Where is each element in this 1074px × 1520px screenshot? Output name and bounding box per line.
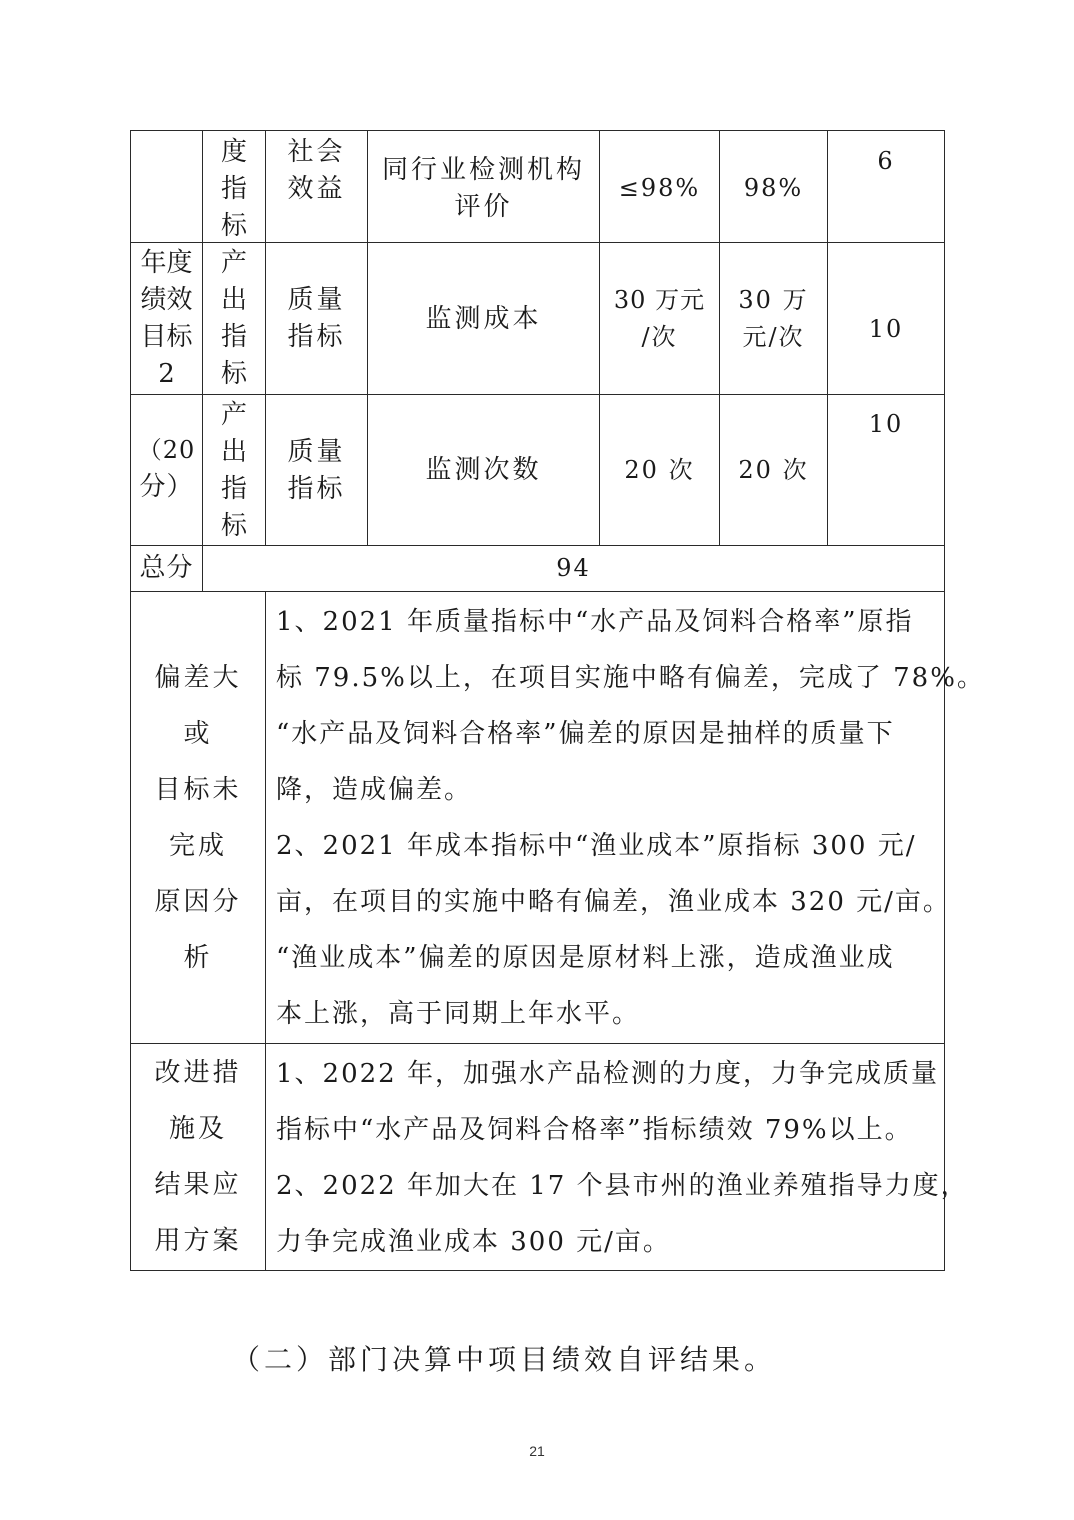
r2-c1-line-4: 2 [158,359,175,389]
r1-c4-line-1: 同行业检测机构 [381,155,585,185]
deviation-line-1: 1、2021 年质量指标中“水产品及饲料合格率”原指 [276,607,914,637]
r1-c5-value: ≤98% [618,174,701,202]
deviation-label-line-5: 原因分 [154,887,242,917]
deviation-line-7: “渔业成本”偏差的原因是原材料上涨，造成渔业成 [276,943,895,973]
r3-c2-line-4: 标 [220,511,247,541]
r1-c2-line-3: 标 [220,211,247,241]
improvement-label-line-1: 改进措 [154,1058,242,1088]
r2-c5-line-2: /次 [641,323,678,351]
deviation-label-line-4: 完成 [168,831,227,861]
r1-c2-line-1: 度 [220,137,247,167]
r3-c2-line-1: 产 [220,400,247,430]
deviation-line-3: “水产品及饲料合格率”偏差的原因是抽样的质量下 [276,719,895,749]
r3-c7-value: 10 [868,410,904,438]
r1-c4-line-2: 评价 [454,192,513,222]
r3-c1-line-2: 分） [139,472,194,502]
r2-c2-line-2: 出 [220,285,247,315]
improvement-line-2: 指标中“水产品及饲料合格率”指标绩效 79%以上。 [276,1115,913,1145]
r1-c6-value: 98% [743,174,804,202]
r3-c3-line-2: 指标 [287,474,346,504]
r2-c3-line-1: 质量 [287,285,346,315]
improvement-label-line-4: 用方案 [154,1226,242,1256]
total-label: 总分 [139,553,194,583]
cell-r1-c1 [130,130,203,243]
r3-c2-line-3: 指 [220,474,247,504]
improvement-label-line-2: 施及 [168,1114,227,1144]
improvement-line-1: 1、2022 年，加强水产品检测的力度，力争完成质量 [276,1059,939,1089]
page-number: 21 [529,1443,545,1459]
r3-c5-value: 20 次 [624,456,695,484]
deviation-label-line-1: 偏差大 [154,663,242,693]
r2-c6-line-1: 30 万 [738,286,809,314]
r2-c6-line-2: 元/次 [742,323,805,351]
deviation-label-line-6: 析 [183,943,213,973]
total-value: 94 [556,554,591,582]
r1-c3-line-1: 社会 [287,137,346,167]
r2-c1-line-1: 年度 [140,248,193,278]
r1-c2-line-2: 指 [220,174,247,204]
r2-c2-line-3: 指 [220,322,247,352]
section-heading: （二）部门决算中项目绩效自评结果。 [232,1343,777,1376]
r3-c4-value: 监测次数 [425,455,542,485]
r2-c1-line-3: 目标 [140,322,193,352]
deviation-line-4: 降，造成偏差。 [276,775,473,805]
deviation-label-line-2: 或 [183,719,213,749]
improvement-label-line-3: 结果应 [154,1170,242,1200]
r2-c3-line-2: 指标 [287,322,346,352]
improvement-line-4: 力争完成渔业成本 300 元/亩。 [276,1227,671,1257]
deviation-line-8: 本上涨，高于同期上年水平。 [276,999,641,1029]
r3-c2-line-2: 出 [220,437,247,467]
r3-c6-value: 20 次 [738,456,809,484]
r2-c5-line-1: 30 万元 [613,286,706,314]
r2-c7-value: 10 [868,315,904,343]
deviation-line-6: 亩，在项目的实施中略有偏差，渔业成本 320 元/亩。 [276,887,951,917]
r3-c1-line-1: （20 [137,436,196,464]
r3-c3-line-1: 质量 [287,437,346,467]
deviation-line-5: 2、2021 年成本指标中“渔业成本”原指标 300 元/ [276,831,917,861]
r2-c4-value: 监测成本 [425,304,542,334]
r2-c2-line-4: 标 [220,359,247,389]
r1-c7-value: 6 [877,147,895,175]
r1-c3-line-2: 效益 [287,174,346,204]
r2-c1-line-2: 绩效 [140,285,193,315]
r2-c2-line-1: 产 [220,248,247,278]
improvement-line-3: 2、2022 年加大在 17 个县市州的渔业养殖指导力度， [276,1171,969,1201]
deviation-line-2: 标 79.5%以上，在项目实施中略有偏差，完成了 78%。 [276,663,985,693]
deviation-label-line-3: 目标未 [154,775,242,805]
